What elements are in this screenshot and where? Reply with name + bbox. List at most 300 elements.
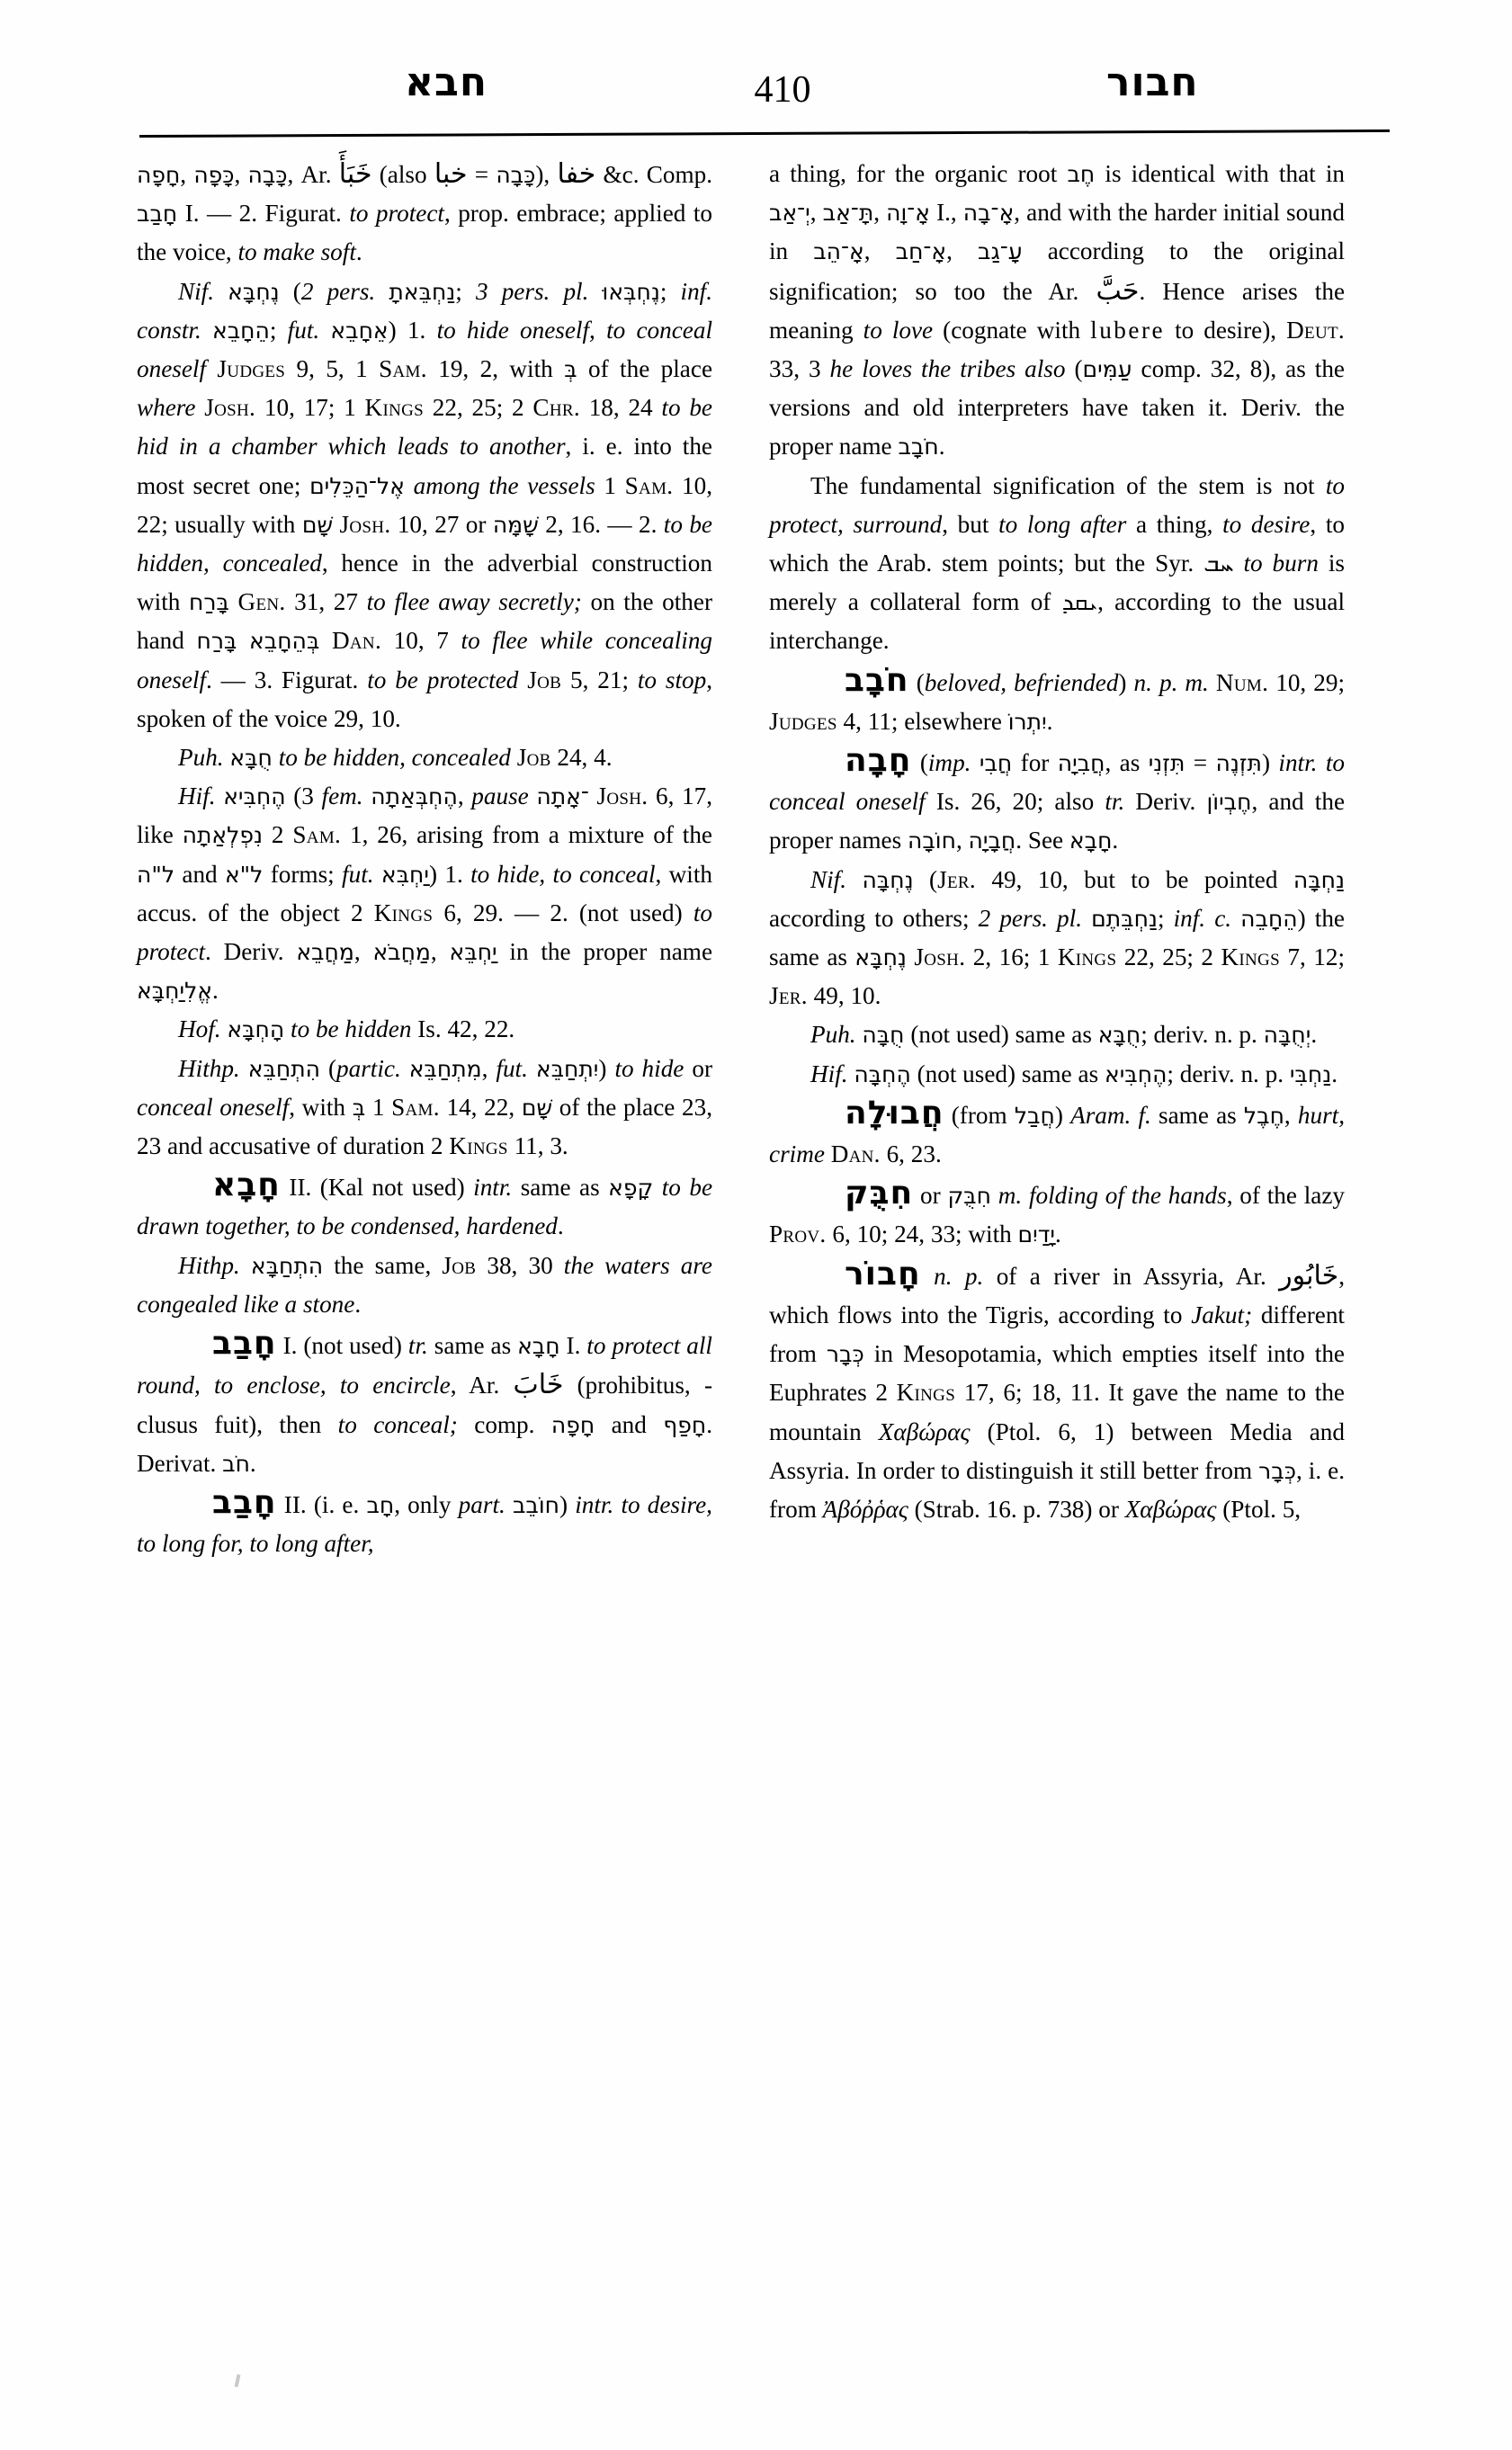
body-text: 14, 22, bbox=[439, 1093, 522, 1121]
body-text: 6, 29. — 2. (not used) bbox=[433, 899, 693, 926]
hebrew-word: חֶבֶל bbox=[1243, 1102, 1284, 1129]
body-text: ; bbox=[1157, 904, 1174, 932]
body-text bbox=[284, 1015, 291, 1042]
hebrew-word: שָׁם bbox=[521, 1094, 553, 1121]
hebrew-word: כְּבָר bbox=[826, 1341, 864, 1368]
hebrew-word: חוֹבָה bbox=[908, 827, 956, 854]
gloss-text: Hithp. bbox=[178, 1054, 240, 1082]
body-text: 1 bbox=[365, 1093, 392, 1121]
hebrew-word: נֶחְבָּא bbox=[228, 278, 280, 305]
scripture-reference: Judges bbox=[769, 707, 837, 735]
hebrew-word: חָב bbox=[366, 1491, 395, 1518]
gloss-text: Nif. bbox=[178, 277, 215, 305]
body-text: , bbox=[180, 161, 194, 188]
hebrew-word: בָּרַח bbox=[188, 589, 229, 616]
gloss-text: to be protected bbox=[367, 666, 519, 693]
body-text bbox=[653, 1174, 661, 1201]
hebrew-word: בָּרַח bbox=[196, 628, 237, 655]
header-rule bbox=[139, 130, 1390, 138]
body-text: , i. e. into the most secret one; bbox=[137, 433, 712, 499]
hebrew-word: נַחְבֵּתֶם bbox=[1091, 905, 1158, 932]
greek-word: Χαβώρας bbox=[878, 1417, 971, 1445]
hebrew-word: חִבֻּק bbox=[947, 1183, 991, 1210]
body-text: The fundamental signification of the stem is not bbox=[810, 471, 1326, 499]
hebrew-word: יַחְבִּא bbox=[380, 861, 429, 888]
body-text: I. — 2. Figurat. bbox=[177, 200, 350, 228]
body-text: a thing, for the organic root bbox=[769, 160, 1068, 187]
arabic-word: خبا bbox=[434, 158, 468, 190]
body-text: ) 1. bbox=[428, 860, 471, 888]
gloss-text: 2 pers. pl. bbox=[978, 904, 1082, 932]
hebrew-word: בְּ bbox=[352, 1094, 366, 1121]
hebrew-word: בְּהֵחָבֵא bbox=[249, 628, 320, 655]
hebrew-headword: חָבָה bbox=[845, 742, 912, 780]
hebrew-word: עַמִּים bbox=[1082, 356, 1132, 383]
arabic-word: خفا bbox=[557, 158, 596, 190]
scripture-reference: Kings bbox=[373, 899, 434, 926]
body-text: ( bbox=[279, 277, 301, 305]
body-text: , bbox=[353, 938, 373, 966]
body-text: , of the lazy bbox=[1226, 1182, 1346, 1210]
body-text: , with accus. of the object 2 bbox=[137, 860, 712, 926]
body-text: 9, 5, 1 bbox=[285, 355, 380, 383]
body-text bbox=[216, 782, 224, 809]
body-text: same as bbox=[512, 1174, 609, 1202]
hebrew-word: חֶב bbox=[1067, 161, 1096, 187]
greek-word: Ἀβόῤῥας bbox=[822, 1495, 908, 1523]
body-text: or bbox=[913, 1182, 948, 1210]
body-text: (not used) same as bbox=[904, 1021, 1098, 1049]
body-text: a thing, bbox=[1126, 510, 1223, 538]
body-text: , with bbox=[289, 1093, 353, 1121]
body-text: , hence in the adverbial construction with bbox=[137, 550, 712, 616]
body-text: ) bbox=[1118, 668, 1134, 696]
syriac-word: ܝܩܕ bbox=[1061, 588, 1098, 617]
gloss-text: Puh. bbox=[178, 744, 224, 772]
body-text: the same, bbox=[323, 1251, 443, 1279]
gloss-text: 2 pers. bbox=[300, 277, 376, 305]
hebrew-word: יִתְחַבֵּא bbox=[535, 1055, 599, 1082]
body-text bbox=[1209, 669, 1216, 696]
hebrew-word: הֶחְבִּיא bbox=[1104, 1060, 1168, 1087]
hebrew-word: מַחֲבֵא bbox=[296, 939, 354, 966]
body-text bbox=[214, 278, 228, 305]
hebrew-word: הָחְבָּא bbox=[227, 1016, 285, 1043]
body-text: 10, 17; 1 bbox=[255, 394, 365, 422]
hebrew-headword: חִבֻּק bbox=[845, 1175, 914, 1212]
body-text bbox=[375, 278, 389, 305]
body-text: ) 1. bbox=[388, 316, 437, 344]
hebrew-word: שָׁם bbox=[301, 511, 334, 538]
scripture-reference: Deut. bbox=[1286, 316, 1345, 344]
body-text: on the other hand bbox=[137, 588, 713, 655]
body-text: 7, 12; bbox=[1279, 943, 1345, 971]
body-text: ) bbox=[1054, 1101, 1071, 1129]
body-text: of a river in Assyria, Ar. bbox=[983, 1262, 1280, 1290]
body-text: ), bbox=[535, 161, 558, 188]
hebrew-word: נִפְלְאַתָה bbox=[182, 822, 263, 849]
arabic-word: خَبَأَ bbox=[338, 158, 372, 190]
hebrew-word: יְ־אַב bbox=[769, 200, 810, 227]
hebrew-word: חֶבְיוֹן bbox=[1206, 789, 1252, 816]
entry-paragraph bbox=[137, 155, 712, 273]
hebrew-word: חָפַף bbox=[663, 1411, 707, 1438]
hebrew-headword: חֲבוּלָה bbox=[845, 1094, 944, 1131]
body-text bbox=[363, 782, 371, 809]
body-text: , bbox=[873, 199, 887, 227]
body-text: , prop. embrace; applied to the voice, bbox=[137, 200, 712, 266]
body-text: 22, 25; 2 bbox=[1116, 943, 1221, 971]
body-text: , Ar. bbox=[450, 1372, 514, 1399]
gloss-text: to hide bbox=[614, 1054, 684, 1082]
hebrew-word: הֵחָבֵה bbox=[1240, 905, 1298, 932]
scripture-reference: Kings bbox=[449, 1132, 508, 1160]
body-text: 17, 6; 18, 11. It gave the name to the mountain bbox=[769, 1379, 1345, 1445]
body-text: ( bbox=[319, 1054, 336, 1082]
scripture-reference: Josh. bbox=[204, 394, 256, 422]
body-text: (cognate with bbox=[933, 316, 1091, 344]
body-text: 2, 16. — 2. bbox=[538, 510, 664, 538]
scripture-reference: Prov. bbox=[769, 1221, 827, 1248]
gloss-text: n. p. bbox=[934, 1262, 984, 1290]
body-text: , and the proper names bbox=[769, 788, 1346, 854]
body-text: , to which the Arab. stem points; but the Syr. bbox=[769, 510, 1345, 577]
body-text: ( bbox=[913, 865, 938, 893]
body-text: ; deriv. n. p. bbox=[1167, 1060, 1290, 1087]
body-text bbox=[511, 744, 517, 771]
body-text: . Deriv. bbox=[205, 938, 297, 966]
body-text: 18, 24 bbox=[579, 394, 662, 422]
hebrew-word: הֵחָבֵא bbox=[212, 317, 270, 344]
gloss-text: to flee away secretly; bbox=[366, 588, 582, 616]
body-text bbox=[528, 1055, 536, 1082]
hebrew-headword: חָבַב bbox=[212, 1483, 277, 1521]
hebrew-word: חָבַב bbox=[137, 201, 178, 228]
body-text: . bbox=[1311, 1021, 1318, 1049]
entry-paragraph bbox=[137, 1166, 712, 1246]
hebrew-word: חֻבָּא bbox=[1097, 1022, 1141, 1049]
entry-paragraph bbox=[137, 1247, 712, 1324]
gloss-text: Aram. f. bbox=[1070, 1101, 1151, 1129]
hebrew-headword: חָבַב bbox=[212, 1325, 277, 1363]
scripture-reference: Sam. bbox=[292, 821, 342, 849]
entry-paragraph bbox=[769, 661, 1345, 741]
body-text bbox=[319, 317, 330, 344]
gloss-text: to hide oneself, to conceal oneself bbox=[137, 316, 713, 383]
body-text: ; deriv. n. p. bbox=[1141, 1021, 1264, 1049]
body-text bbox=[1231, 905, 1240, 932]
body-text: 6, 10; 24, 33; with bbox=[826, 1221, 1018, 1248]
body-text bbox=[971, 749, 979, 776]
hebrew-word: כָּבָה bbox=[496, 162, 536, 188]
hebrew-word: כְּבָר bbox=[1258, 1457, 1296, 1484]
hebrew-word: חֻבָּא bbox=[229, 745, 273, 772]
body-text: I. (not used) bbox=[276, 1332, 408, 1360]
entry-paragraph bbox=[137, 738, 712, 777]
hebrew-word: הֶחְבָּה bbox=[854, 1060, 911, 1087]
hebrew-word: חֲבָיָה bbox=[968, 827, 1016, 854]
body-text: 1, 26, arising from a mixture of the bbox=[341, 821, 712, 849]
body-text: 19, 2, with bbox=[426, 355, 565, 383]
hebrew-word: חֹבָב bbox=[898, 434, 939, 460]
body-text bbox=[405, 472, 414, 499]
body-text: for bbox=[1012, 749, 1058, 777]
body-text: 5, 21; bbox=[561, 666, 638, 693]
hebrew-word: תִּזְנֶה bbox=[1215, 750, 1262, 777]
entry-paragraph bbox=[769, 1015, 1345, 1054]
body-text: 4, 11; elsewhere bbox=[837, 707, 1008, 735]
gloss-text: to be hidden bbox=[291, 1015, 412, 1043]
scripture-reference: Job bbox=[442, 1251, 477, 1279]
scripture-reference: Chr. bbox=[532, 394, 580, 422]
body-text: , bbox=[234, 161, 248, 188]
hebrew-word: הֶחְבִּיא bbox=[223, 783, 286, 810]
body-text: , only bbox=[394, 1490, 459, 1518]
gloss-text: hurt, crime bbox=[769, 1101, 1346, 1168]
hebrew-word: חָפָה bbox=[550, 1411, 595, 1438]
body-text: . bbox=[1331, 1060, 1338, 1087]
hebrew-word: חֲבִיָה bbox=[1057, 750, 1105, 777]
arabic-word: خَابَ bbox=[513, 1369, 564, 1401]
body-text: , bbox=[430, 938, 450, 966]
body-text: different from bbox=[769, 1301, 1345, 1368]
body-text bbox=[240, 1055, 248, 1082]
body-text: of the place 23, 23 and accusative of duration 2 bbox=[137, 1093, 713, 1160]
body-text: comp. bbox=[457, 1410, 551, 1438]
scripture-reference: Josh. bbox=[596, 782, 649, 810]
body-text: Is. 42, 22. bbox=[411, 1015, 515, 1043]
body-text: 10, 27 or bbox=[390, 510, 493, 538]
body-text: , i. e. from bbox=[769, 1456, 1345, 1523]
body-text: in the proper name bbox=[497, 938, 713, 966]
body-text bbox=[374, 861, 381, 888]
gloss-text: Hithp. bbox=[178, 1251, 240, 1279]
body-text bbox=[333, 511, 339, 538]
entry-paragraph bbox=[137, 1483, 712, 1563]
hebrew-word: אֵחָבֵא bbox=[330, 317, 389, 344]
body-text bbox=[1082, 905, 1091, 932]
body-text: and bbox=[174, 860, 225, 888]
hebrew-word: מִתְחַבֵּא bbox=[408, 1055, 482, 1082]
body-text: ( bbox=[911, 749, 928, 777]
body-text: according to others; bbox=[769, 904, 979, 932]
scripture-reference: Gen. bbox=[237, 588, 286, 616]
scripture-reference: Josh. bbox=[339, 510, 391, 538]
gloss-text: to conceal; bbox=[337, 1410, 458, 1438]
gloss-text: conceal oneself bbox=[137, 1093, 290, 1121]
gloss-text: where bbox=[137, 394, 196, 422]
gloss-text: fut. bbox=[496, 1054, 528, 1082]
body-text: . bbox=[557, 1212, 564, 1240]
gloss-text: Hif. bbox=[810, 1060, 848, 1087]
gloss-text: the waters are congealed like a stone bbox=[137, 1251, 712, 1318]
body-text: (not used) same as bbox=[910, 1060, 1105, 1087]
hebrew-word: יִתְרוֹ bbox=[1007, 708, 1047, 735]
body-text: 6, 23. bbox=[880, 1140, 942, 1168]
scripture-reference: Dan. bbox=[830, 1140, 881, 1168]
body-text: 22, 25; 2 bbox=[424, 394, 533, 422]
gloss-text: Hof. bbox=[178, 1015, 221, 1043]
body-text bbox=[846, 866, 862, 893]
gloss-text: pause bbox=[471, 782, 529, 810]
hebrew-word: כָּבָה bbox=[247, 162, 288, 188]
scan-artifact bbox=[235, 2374, 241, 2388]
hebrew-word: חֲבַל bbox=[1014, 1102, 1055, 1129]
gloss-text: intr. to desire, to long for, to long after, bbox=[137, 1490, 712, 1558]
body-text: = bbox=[1185, 749, 1216, 777]
entry-paragraph bbox=[137, 1010, 712, 1049]
greek-word: Χαβώρας bbox=[1124, 1495, 1217, 1523]
hebrew-word: חָבָא bbox=[517, 1333, 560, 1360]
body-text: 10, 22; usually with bbox=[137, 471, 713, 538]
body-text bbox=[273, 744, 279, 771]
body-text: . bbox=[355, 238, 362, 266]
gloss-text: to stop bbox=[637, 666, 707, 693]
body-text: . bbox=[249, 1449, 256, 1477]
body-text: = bbox=[467, 161, 497, 188]
body-text: comp. 32, 8), as the versions and old interpreters have taken it. Deriv. the proper name bbox=[769, 355, 1345, 460]
hebrew-word: ל"ה bbox=[137, 861, 175, 888]
gloss-text: Hif. bbox=[178, 782, 216, 810]
gloss-text: to protect bbox=[349, 200, 444, 228]
scripture-reference: Kings bbox=[1221, 943, 1280, 971]
body-text: 31, 27 bbox=[285, 588, 367, 616]
arabic-word: حَبَّ bbox=[1096, 274, 1140, 307]
body-text: I. bbox=[559, 1332, 587, 1360]
body-text: ) the same as bbox=[769, 904, 1345, 971]
body-text: . Derivat. bbox=[137, 1410, 712, 1477]
scripture-reference: Jer. bbox=[937, 865, 976, 893]
hebrew-word: שָׁמָּה bbox=[492, 511, 539, 538]
body-text: , bbox=[457, 782, 472, 810]
body-text: (prohibitus, -clusus fuit), then bbox=[137, 1372, 712, 1438]
body-text: (Strab. 16. p. 738) or bbox=[908, 1495, 1125, 1523]
hebrew-word: נֶחְבְּאוּ bbox=[602, 278, 660, 305]
body-text: , as bbox=[1105, 749, 1149, 777]
gloss-text: among the vessels bbox=[413, 471, 595, 499]
gloss-text: inf. constr. bbox=[137, 277, 713, 344]
gloss-text: to hide, to conceal bbox=[470, 860, 656, 888]
scripture-reference: Job bbox=[527, 666, 562, 693]
gloss-text: part. bbox=[458, 1490, 505, 1518]
gloss-text: to make soft bbox=[237, 238, 356, 266]
body-text: and bbox=[595, 1410, 664, 1438]
body-text: . bbox=[1054, 1221, 1061, 1248]
scripture-reference: Dan. bbox=[331, 627, 382, 655]
gloss-text: Puh. bbox=[810, 1021, 856, 1049]
body-text: . bbox=[212, 977, 219, 1005]
syriac-word: ܚܒ bbox=[1203, 550, 1234, 578]
body-text bbox=[195, 394, 204, 421]
body-text: 38, 30 bbox=[476, 1251, 564, 1279]
body-text: is identical with that in bbox=[1095, 160, 1345, 187]
body-text: . bbox=[938, 433, 945, 460]
body-text: (also bbox=[371, 161, 434, 188]
hebrew-word: אָ־בָה bbox=[962, 200, 1015, 227]
body-text: I., bbox=[930, 199, 963, 227]
body-text bbox=[201, 317, 212, 344]
entry-paragraph bbox=[769, 467, 1345, 661]
gloss-text: Nif. bbox=[810, 865, 847, 893]
gloss-text: to protect, surround bbox=[769, 471, 1345, 538]
body-text: ) bbox=[1261, 749, 1279, 777]
scripture-reference: Josh. bbox=[914, 943, 966, 971]
body-text: , and with the harder initial sound in bbox=[769, 199, 1346, 265]
body-text: II. (i. e. bbox=[276, 1490, 367, 1518]
gloss-text: 3 pers. pl. bbox=[475, 277, 589, 305]
gloss-text: n. p. m. bbox=[1133, 668, 1209, 696]
body-text: , which flows into the Tigris, according to bbox=[769, 1262, 1345, 1328]
body-text: 1 bbox=[595, 471, 625, 499]
body-text: ; bbox=[659, 277, 681, 305]
body-text: , Ar. bbox=[287, 161, 339, 188]
body-text: , bbox=[955, 827, 969, 854]
hebrew-word: חָפָה bbox=[137, 162, 181, 188]
entry-paragraph bbox=[769, 1055, 1345, 1094]
body-text: ) bbox=[559, 1490, 576, 1518]
body-text bbox=[589, 782, 597, 809]
body-text: , spoken of the voice 29, 10. bbox=[137, 666, 713, 732]
entry-paragraph bbox=[769, 155, 1345, 467]
scripture-reference: Job bbox=[516, 744, 551, 772]
gloss-text: to long after bbox=[998, 510, 1127, 538]
body-text bbox=[518, 666, 527, 693]
gloss-text: to protect all round, to enclose, to encircle bbox=[137, 1332, 712, 1399]
body-text: , bbox=[1284, 1101, 1298, 1129]
running-head-right-word: חבור bbox=[1106, 59, 1199, 105]
hebrew-word: הִתְחַבֵּא bbox=[247, 1055, 320, 1082]
hebrew-word: תִּזְנִי bbox=[1148, 750, 1185, 777]
body-text bbox=[825, 1140, 831, 1167]
running-head-left-word: חבא bbox=[405, 59, 488, 105]
body-text bbox=[401, 1055, 409, 1082]
hebrew-word: חָבָא bbox=[1069, 827, 1113, 854]
hebrew-word: ־אָתָה bbox=[536, 783, 589, 810]
body-text bbox=[240, 1252, 251, 1279]
body-text: to desire), bbox=[1165, 316, 1287, 344]
gloss-text: to be hidden, concealed bbox=[137, 510, 713, 577]
hebrew-word: חֲבִי bbox=[979, 750, 1013, 777]
body-text: . bbox=[1046, 707, 1053, 735]
body-text: . bbox=[354, 1290, 362, 1318]
page-number: 410 bbox=[754, 69, 811, 111]
gloss-text: inf. c. bbox=[1173, 904, 1232, 932]
hebrew-word: נַחְבָּה bbox=[1293, 866, 1346, 893]
hebrew-word: הֶחְבְּאַתָה bbox=[371, 783, 458, 810]
body-text: &c. Comp. bbox=[595, 161, 713, 188]
gloss-text: to protect bbox=[137, 899, 712, 966]
gloss-text: he loves the tribes also bbox=[829, 355, 1066, 383]
gloss-text: imp. bbox=[927, 749, 971, 777]
scripture-reference: Kings bbox=[364, 394, 424, 422]
body-text: ; bbox=[269, 316, 288, 344]
gloss-text: fut. bbox=[287, 316, 320, 344]
entry-paragraph bbox=[137, 1324, 712, 1483]
body-text bbox=[921, 1263, 934, 1290]
entry-paragraph bbox=[769, 861, 1345, 1016]
body-text: Deriv. bbox=[1124, 788, 1207, 816]
gloss-text: to flee while concealing oneself bbox=[137, 627, 713, 693]
body-text: 2 bbox=[262, 821, 293, 849]
column-left bbox=[137, 155, 712, 1563]
body-text bbox=[237, 627, 249, 654]
scripture-reference: Sam. bbox=[391, 1093, 440, 1121]
body-text bbox=[505, 1491, 513, 1518]
hebrew-headword: חָבָא bbox=[212, 1167, 281, 1204]
body-text: . Hence arises the meaning bbox=[769, 277, 1346, 344]
body-text: , according to the usual interchange. bbox=[769, 588, 1345, 655]
hebrew-word: כָּפָה bbox=[193, 162, 235, 188]
